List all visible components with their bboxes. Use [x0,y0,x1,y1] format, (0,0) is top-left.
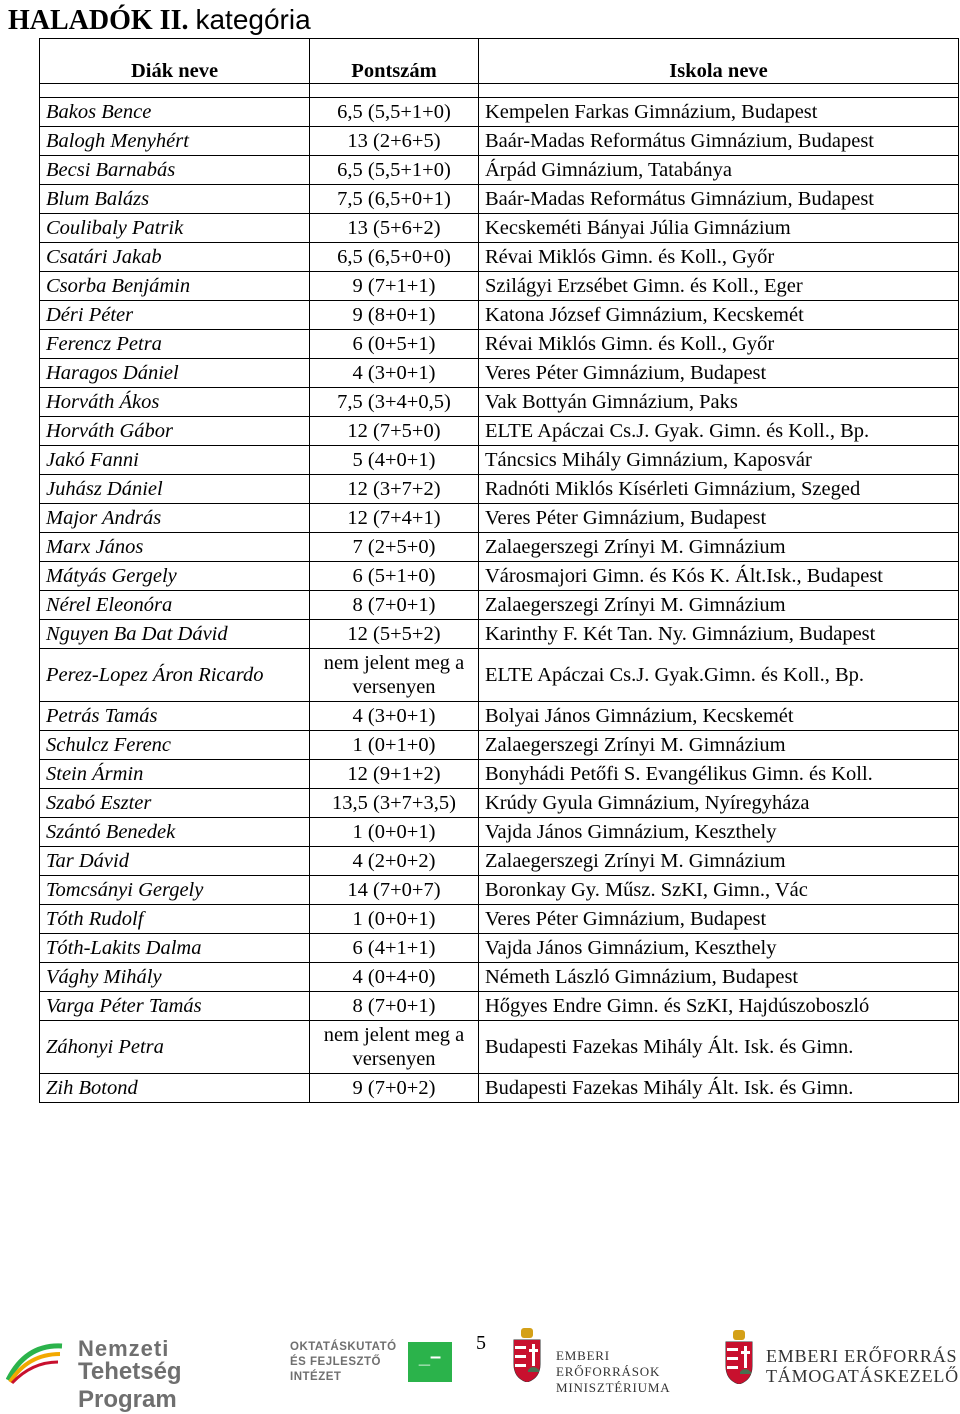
score-cell: 13,5 (3+7+3,5) [310,789,479,818]
school-name-cell: Táncsics Mihály Gimnázium, Kaposvár [479,446,959,475]
student-name-cell: Bakos Bence [40,98,310,127]
page-number: 5 [476,1332,486,1354]
school-name-cell: Városmajori Gimn. és Kós K. Ált.Isk., Budapest [479,562,959,591]
table-row [40,214,959,243]
student-name-cell: Major András [40,504,310,533]
student-name-cell: Horváth Gábor [40,417,310,446]
school-name-cell: Vak Bottyán Gimnázium, Paks [479,388,959,417]
table-row [40,847,959,876]
student-name-cell: Juhász Dániel [40,475,310,504]
etk-line1: EMBERI ERŐFORRÁS [766,1346,958,1366]
score-cell: 6,5 (6,5+0+0) [310,243,479,272]
heading-level: HALADÓK II. [8,5,189,36]
student-name-cell: Coulibaly Patrik [40,214,310,243]
school-name-cell: ELTE Apáczai Cs.J. Gyak.Gimn. és Koll., Bp. [479,649,959,702]
etk-text [766,1346,959,1386]
score-cell: nem jelent meg a versenyen [310,1021,479,1074]
school-name-cell: Révai Miklós Gimn. és Koll., Győr [479,330,959,359]
student-name-cell: Csatári Jakab [40,243,310,272]
school-name-cell: Bonyhádi Petőfi S. Evangélikus Gimn. és Koll. [479,760,959,789]
table-row [40,446,959,475]
school-name-cell: Veres Péter Gimnázium, Budapest [479,905,959,934]
score-cell: 6 (4+1+1) [310,934,479,963]
score-cell: 12 (3+7+2) [310,475,479,504]
header-row [40,39,959,84]
school-name-cell: Vajda János Gimnázium, Keszthely [479,934,959,963]
student-name-cell: Tóth Rudolf [40,905,310,934]
table-row [40,702,959,731]
student-name-cell: Marx János [40,533,310,562]
school-name-cell: Budapesti Fazekas Mihály Ált. Isk. és Gimn. [479,1021,959,1074]
ntp-logo [6,1334,256,1413]
table-row [40,533,959,562]
school-name-cell: Veres Péter Gimnázium, Budapest [479,359,959,388]
coat-of-arms-icon [724,1330,754,1384]
school-name-cell: Bolyai János Gimnázium, Kecskemét [479,702,959,731]
student-name-cell: Balogh Menyhért [40,127,310,156]
score-cell: 1 (0+1+0) [310,731,479,760]
header-spacer-row [40,84,959,98]
student-name-cell: Becsi Barnabás [40,156,310,185]
student-name-cell: Záhonyi Petra [40,1021,310,1074]
spacer-cell [310,84,479,98]
etk-line2: TÁMOGATÁSKEZELŐ [766,1366,959,1386]
school-name-cell: Zalaegerszegi Zrínyi M. Gimnázium [479,591,959,620]
table-row [40,876,959,905]
table-row [40,963,959,992]
table-row [40,330,959,359]
student-name-cell: Horváth Ákos [40,388,310,417]
student-name-cell: Petrás Tamás [40,702,310,731]
emmi-line1: EMBERI ERŐFORRÁSOK [556,1348,661,1379]
score-cell: 1 (0+0+1) [310,905,479,934]
score-cell: 9 (7+1+1) [310,272,479,301]
score-cell: 4 (2+0+2) [310,847,479,876]
score-cell: 7,5 (6,5+0+1) [310,185,479,214]
school-name-cell: Révai Miklós Gimn. és Koll., Győr [479,243,959,272]
table-row [40,992,959,1021]
score-cell: 6 (0+5+1) [310,330,479,359]
student-name-cell: Stein Ármin [40,760,310,789]
table-row [40,417,959,446]
score-cell: 8 (7+0+1) [310,992,479,1021]
score-cell: 12 (5+5+2) [310,620,479,649]
table-row [40,272,959,301]
student-name-cell: Szabó Eszter [40,789,310,818]
score-cell: 12 (9+1+2) [310,760,479,789]
score-cell: 6 (5+1+0) [310,562,479,591]
table-row [40,1074,959,1103]
ntp-line2: Tehetség Program [78,1358,182,1413]
score-cell: 14 (7+0+7) [310,876,479,905]
school-name-cell: Hőgyes Endre Gimn. és SzKI, Hajdúszoboszló [479,992,959,1021]
student-name-cell: Perez-Lopez Áron Ricardo [40,649,310,702]
coat-of-arms-icon [512,1328,542,1382]
score-cell: 13 (2+6+5) [310,127,479,156]
school-name-cell: Németh László Gimnázium, Budapest [479,963,959,992]
table-row [40,504,959,533]
student-name-cell: Szántó Benedek [40,818,310,847]
ofi-line3: INTÉZET [290,1371,342,1383]
table-row [40,127,959,156]
table-row [40,388,959,417]
score-cell: nem jelent meg a versenyen [310,649,479,702]
score-cell: 6,5 (5,5+1+0) [310,98,479,127]
school-name-cell: Budapesti Fazekas Mihály Ált. Isk. és Gimn. [479,1074,959,1103]
table-row [40,591,959,620]
school-name-cell: Szilágyi Erzsébet Gimn. és Koll., Eger [479,272,959,301]
table-row [40,243,959,272]
table-row [40,934,959,963]
table-row [40,649,959,702]
score-cell: 1 (0+0+1) [310,818,479,847]
table-row [40,731,959,760]
score-cell: 6,5 (5,5+1+0) [310,156,479,185]
ofi-logo [290,1340,460,1388]
table-row [40,185,959,214]
emmi-text [556,1348,702,1396]
student-name-cell: Vághy Mihály [40,963,310,992]
ofi-text [290,1340,397,1385]
student-name-cell: Nguyen Ba Dat Dávid [40,620,310,649]
ntp-line1: Nemzeti [78,1336,170,1361]
score-cell: 9 (7+0+2) [310,1074,479,1103]
ofi-line2: ÉS FEJLESZTŐ [290,1356,381,1368]
school-name-cell: Kecskeméti Bányai Júlia Gimnázium [479,214,959,243]
table-row [40,359,959,388]
school-name-cell: Kempelen Farkas Gimnázium, Budapest [479,98,959,127]
school-name-cell: Zalaegerszegi Zrínyi M. Gimnázium [479,533,959,562]
score-cell: 12 (7+5+0) [310,417,479,446]
school-name-cell: Zalaegerszegi Zrínyi M. Gimnázium [479,731,959,760]
table-row [40,789,959,818]
results-table [39,38,959,1103]
ntp-swoosh-icon [6,1340,64,1384]
table-row [40,301,959,330]
score-cell: 8 (7+0+1) [310,591,479,620]
school-name-cell: Zalaegerszegi Zrínyi M. Gimnázium [479,847,959,876]
column-header-school: Iskola neve [479,39,959,84]
table-row [40,475,959,504]
table-row [40,620,959,649]
score-cell: 4 (0+4+0) [310,963,479,992]
ofi-green-mark-icon [408,1342,452,1382]
student-name-cell: Haragos Dániel [40,359,310,388]
score-cell: 9 (8+0+1) [310,301,479,330]
school-name-cell: Boronkay Gy. Műsz. SzKI, Gimn., Vác [479,876,959,905]
ofi-mark-glyph: _– [418,1346,442,1368]
student-name-cell: Schulcz Ferenc [40,731,310,760]
school-name-cell: Veres Péter Gimnázium, Budapest [479,504,959,533]
student-name-cell: Nérel Eleonóra [40,591,310,620]
student-name-cell: Csorba Benjámin [40,272,310,301]
ofi-line1: OKTATÁSKUTATÓ [290,1341,397,1353]
student-name-cell: Ferencz Petra [40,330,310,359]
score-cell: 4 (3+0+1) [310,359,479,388]
school-name-cell: Baár-Madas Református Gimnázium, Budapest [479,127,959,156]
score-cell: 7 (2+5+0) [310,533,479,562]
student-name-cell: Jakó Fanni [40,446,310,475]
spacer-cell [40,84,310,98]
school-name-cell: Baár-Madas Református Gimnázium, Budapest [479,185,959,214]
score-cell: 12 (7+4+1) [310,504,479,533]
school-name-cell: ELTE Apáczai Cs.J. Gyak. Gimn. és Koll., Bp. [479,417,959,446]
score-cell: 4 (3+0+1) [310,702,479,731]
table-row [40,156,959,185]
table-row [40,818,959,847]
student-name-cell: Blum Balázs [40,185,310,214]
page-footer [0,1320,960,1413]
student-name-cell: Tóth-Lakits Dalma [40,934,310,963]
student-name-cell: Mátyás Gergely [40,562,310,591]
student-name-cell: Tomcsányi Gergely [40,876,310,905]
page-heading [8,2,311,39]
emmi-logo [512,1328,702,1395]
table-row [40,905,959,934]
column-header-score: Pontszám [310,39,479,84]
score-cell: 7,5 (3+4+0,5) [310,388,479,417]
table-row [40,562,959,591]
score-cell: 5 (4+0+1) [310,446,479,475]
school-name-cell: Karinthy F. Két Tan. Ny. Gimnázium, Budapest [479,620,959,649]
table-row [40,1021,959,1074]
student-name-cell: Zih Botond [40,1074,310,1103]
table-row [40,98,959,127]
spacer-cell [479,84,959,98]
score-cell: 13 (5+6+2) [310,214,479,243]
table-row [40,760,959,789]
emmi-line2: MINISZTÉRIUMA [556,1380,671,1395]
school-name-cell: Árpád Gimnázium, Tatabánya [479,156,959,185]
column-header-name: Diák neve [40,39,310,84]
heading-category: kategória [195,4,311,35]
student-name-cell: Varga Péter Tamás [40,992,310,1021]
student-name-cell: Tar Dávid [40,847,310,876]
school-name-cell: Katona József Gimnázium, Kecskemét [479,301,959,330]
student-name-cell: Déri Péter [40,301,310,330]
school-name-cell: Vajda János Gimnázium, Keszthely [479,818,959,847]
school-name-cell: Radnóti Miklós Kísérleti Gimnázium, Szeged [479,475,959,504]
etk-logo [724,1330,958,1390]
school-name-cell: Krúdy Gyula Gimnázium, Nyíregyháza [479,789,959,818]
